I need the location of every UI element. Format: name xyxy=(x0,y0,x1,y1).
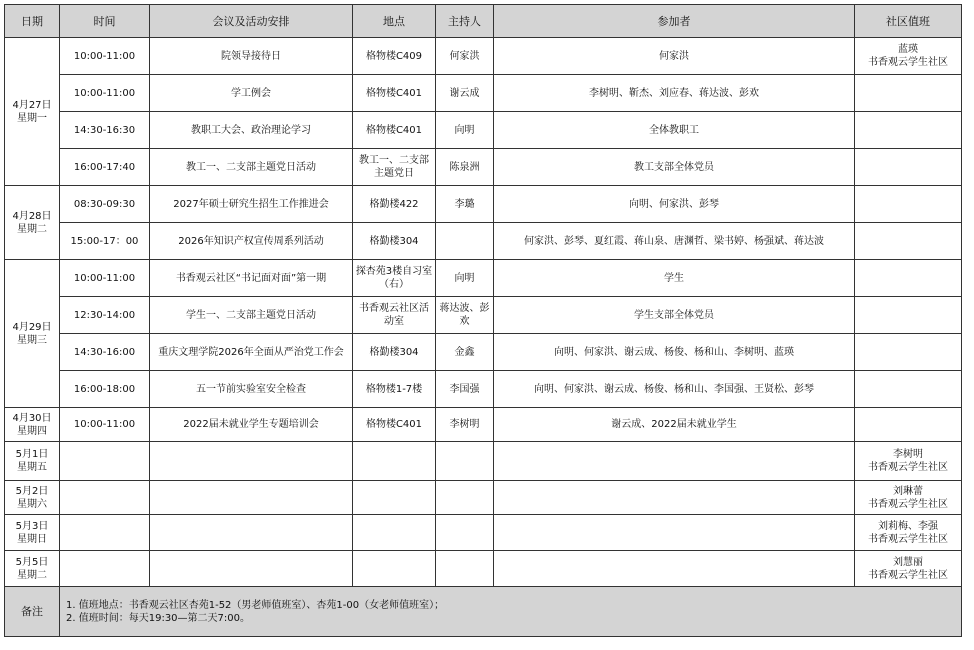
header-cell: 参加者 xyxy=(494,5,855,38)
place-cell: 探杏苑3楼自习室（右） xyxy=(353,260,436,297)
event-cell: 教工一、二支部主题党日活动 xyxy=(150,149,353,186)
header-cell: 主持人 xyxy=(436,5,494,38)
event-cell xyxy=(150,551,353,587)
weekday-label: 星期四 xyxy=(17,425,47,437)
host-cell xyxy=(436,481,494,515)
weekday-label: 星期日 xyxy=(17,533,47,545)
host-cell xyxy=(436,223,494,260)
weekday-label: 星期六 xyxy=(17,498,47,510)
duty-cell xyxy=(855,481,962,515)
header-cell: 会议及活动安排 xyxy=(150,5,353,38)
host-cell: 向明 xyxy=(436,260,494,297)
header-cell: 社区值班 xyxy=(855,5,962,38)
place-cell xyxy=(353,515,436,551)
participants-cell xyxy=(494,515,855,551)
date-label: 4月28日 xyxy=(12,210,52,222)
table-row xyxy=(5,38,962,75)
duty-cell xyxy=(855,408,962,442)
event-cell: 五一节前实验室安全检查 xyxy=(150,371,353,408)
time-cell: 16:00-17:40 xyxy=(60,149,150,186)
weekday-label: 星期一 xyxy=(17,112,47,124)
duty-cell xyxy=(855,75,962,112)
table-row xyxy=(5,334,962,371)
table-row xyxy=(5,371,962,408)
time-cell: 08:30-09:30 xyxy=(60,186,150,223)
place-cell: 格物楼C401 xyxy=(353,112,436,149)
place-cell: 格勤楼304 xyxy=(353,223,436,260)
participants-cell: 教工支部全体党员 xyxy=(494,149,855,186)
duty-cell xyxy=(855,371,962,408)
duty-cell xyxy=(855,186,962,223)
participants-cell: 李树明、靳杰、刘应春、蒋达波、彭欢 xyxy=(494,75,855,112)
event-cell xyxy=(150,442,353,481)
duty-cell xyxy=(855,442,962,481)
event-cell: 学生一、二支部主题党日活动 xyxy=(150,297,353,334)
place-cell: 格物楼1-7楼 xyxy=(353,371,436,408)
weekday-label: 星期二 xyxy=(17,223,47,235)
participants-cell: 向明、何家洪、谢云成、杨俊、杨和山、李国强、王贤松、彭琴 xyxy=(494,371,855,408)
host-cell: 谢云成 xyxy=(436,75,494,112)
date-cell xyxy=(5,38,60,186)
weekday-label: 星期五 xyxy=(17,462,47,473)
time-cell xyxy=(60,551,150,587)
event-cell: 书香观云社区“书记面对面”第一期 xyxy=(150,260,353,297)
date-cell xyxy=(5,260,60,408)
duty-line: 李树明 xyxy=(893,449,923,460)
time-cell: 10:00-11:00 xyxy=(60,408,150,442)
participants-cell: 学生 xyxy=(494,260,855,297)
duty-line: 书香观云学生社区 xyxy=(868,498,948,510)
participants-cell: 谢云成、2022届未就业学生 xyxy=(494,408,855,442)
host-cell: 李璐 xyxy=(436,186,494,223)
date-label: 4月27日 xyxy=(12,99,52,111)
weekday-label: 星期二 xyxy=(17,569,47,581)
event-cell: 2022届未就业学生专题培训会 xyxy=(150,408,353,442)
date-cell xyxy=(5,186,60,260)
event-cell: 教职工大会、政治理论学习 xyxy=(150,112,353,149)
notes-label: 备注 xyxy=(5,587,60,637)
duty-cell xyxy=(855,297,962,334)
time-cell: 10:00-11:00 xyxy=(60,75,150,112)
time-cell: 10:00-11:00 xyxy=(60,38,150,75)
event-cell: 2027年硕士研究生招生工作推进会 xyxy=(150,186,353,223)
table-row xyxy=(5,223,962,260)
event-cell: 学工例会 xyxy=(150,75,353,112)
participants-cell: 向明、何家洪、彭琴 xyxy=(494,186,855,223)
event-cell: 2026年知识产权宣传周系列活动 xyxy=(150,223,353,260)
duty-cell xyxy=(855,260,962,297)
header-cell: 时间 xyxy=(60,5,150,38)
participants-cell: 向明、何家洪、谢云成、杨俊、杨和山、李树明、蓝瑛 xyxy=(494,334,855,371)
place-cell: 格物楼C409 xyxy=(353,38,436,75)
weekday-label: 星期三 xyxy=(17,334,47,346)
header-row xyxy=(5,5,962,38)
time-cell xyxy=(60,515,150,551)
place-cell: 格物楼C401 xyxy=(353,408,436,442)
participants-cell xyxy=(494,551,855,587)
place-cell: 格勤楼422 xyxy=(353,186,436,223)
date-cell xyxy=(5,442,60,481)
date-label: 4月30日 xyxy=(12,412,52,424)
host-cell xyxy=(436,515,494,551)
schedule-table xyxy=(4,4,962,637)
table-row xyxy=(5,260,962,297)
table-row xyxy=(5,112,962,149)
event-cell: 院领导接待日 xyxy=(150,38,353,75)
table-row xyxy=(5,75,962,112)
participants-cell: 何家洪、彭琴、夏红霞、蒋山泉、唐渊哲、梁书婷、杨强斌、蒋达波 xyxy=(494,223,855,260)
table-row xyxy=(5,186,962,223)
time-cell: 16:00-18:00 xyxy=(60,371,150,408)
table-row xyxy=(5,442,962,481)
host-cell: 蒋达波、彭欢 xyxy=(436,297,494,334)
date-cell xyxy=(5,481,60,515)
date-label: 5月3日 xyxy=(15,520,49,532)
place-cell: 教工一、二支部主题党日 xyxy=(353,149,436,186)
notes-body xyxy=(60,587,962,637)
duty-line: 刘慧丽 xyxy=(893,556,923,568)
time-cell: 15:00-17：00 xyxy=(60,223,150,260)
duty-line: 书香观云学生社区 xyxy=(868,533,948,545)
host-cell: 李国强 xyxy=(436,371,494,408)
host-cell: 李树明 xyxy=(436,408,494,442)
date-label: 5月2日 xyxy=(15,485,49,497)
place-cell: 格物楼C401 xyxy=(353,75,436,112)
host-cell: 金鑫 xyxy=(436,334,494,371)
date-cell xyxy=(5,408,60,442)
table-row xyxy=(5,481,962,515)
place-cell xyxy=(353,481,436,515)
place-cell xyxy=(353,442,436,481)
notes-line: 2. 值班时间：每天19:30—第二天7:00。 xyxy=(66,612,250,624)
duty-cell xyxy=(855,334,962,371)
time-cell xyxy=(60,481,150,515)
duty-line: 刘琳蕾 xyxy=(893,485,923,497)
duty-cell xyxy=(855,515,962,551)
table-row xyxy=(5,551,962,587)
time-cell: 14:30-16:00 xyxy=(60,334,150,371)
duty-cell xyxy=(855,223,962,260)
date-label: 5月5日 xyxy=(15,556,49,568)
host-cell: 何家洪 xyxy=(436,38,494,75)
notes-line: 1. 值班地点：书香观云社区杏苑1-52（男老师值班室）、杏苑1-00（女老师值班室）； xyxy=(66,599,445,611)
duty-cell xyxy=(855,551,962,587)
event-cell: 重庆文理学院2026年全面从严治党工作会 xyxy=(150,334,353,371)
notes-row xyxy=(5,587,962,637)
date-cell xyxy=(5,515,60,551)
duty-line: 蓝瑛 xyxy=(898,44,918,55)
host-cell: 陈泉洲 xyxy=(436,149,494,186)
duty-cell xyxy=(855,38,962,75)
participants-cell xyxy=(494,481,855,515)
table-row xyxy=(5,297,962,334)
table-row xyxy=(5,408,962,442)
duty-line: 书香观云学生社区 xyxy=(868,462,948,473)
participants-cell: 何家洪 xyxy=(494,38,855,75)
header-cell: 地点 xyxy=(353,5,436,38)
table-row xyxy=(5,149,962,186)
duty-line: 刘莉梅、李强 xyxy=(878,520,938,532)
duty-cell xyxy=(855,149,962,186)
duty-cell xyxy=(855,112,962,149)
host-cell xyxy=(436,551,494,587)
duty-line: 书香观云学生社区 xyxy=(868,569,948,581)
time-cell xyxy=(60,442,150,481)
time-cell: 10:00-11:00 xyxy=(60,260,150,297)
place-cell: 书香观云社区活动室 xyxy=(353,297,436,334)
host-cell: 向明 xyxy=(436,112,494,149)
participants-cell: 全体教职工 xyxy=(494,112,855,149)
time-cell: 14:30-16:30 xyxy=(60,112,150,149)
header-cell: 日期 xyxy=(5,5,60,38)
participants-cell: 学生支部全体党员 xyxy=(494,297,855,334)
date-label: 5月1日 xyxy=(15,449,49,460)
event-cell xyxy=(150,515,353,551)
duty-line: 书香观云学生社区 xyxy=(868,57,948,68)
table-row xyxy=(5,515,962,551)
date-cell xyxy=(5,551,60,587)
participants-cell xyxy=(494,442,855,481)
host-cell xyxy=(436,442,494,481)
date-label: 4月29日 xyxy=(12,321,52,333)
time-cell: 12:30-14:00 xyxy=(60,297,150,334)
place-cell xyxy=(353,551,436,587)
event-cell xyxy=(150,481,353,515)
place-cell: 格勤楼304 xyxy=(353,334,436,371)
